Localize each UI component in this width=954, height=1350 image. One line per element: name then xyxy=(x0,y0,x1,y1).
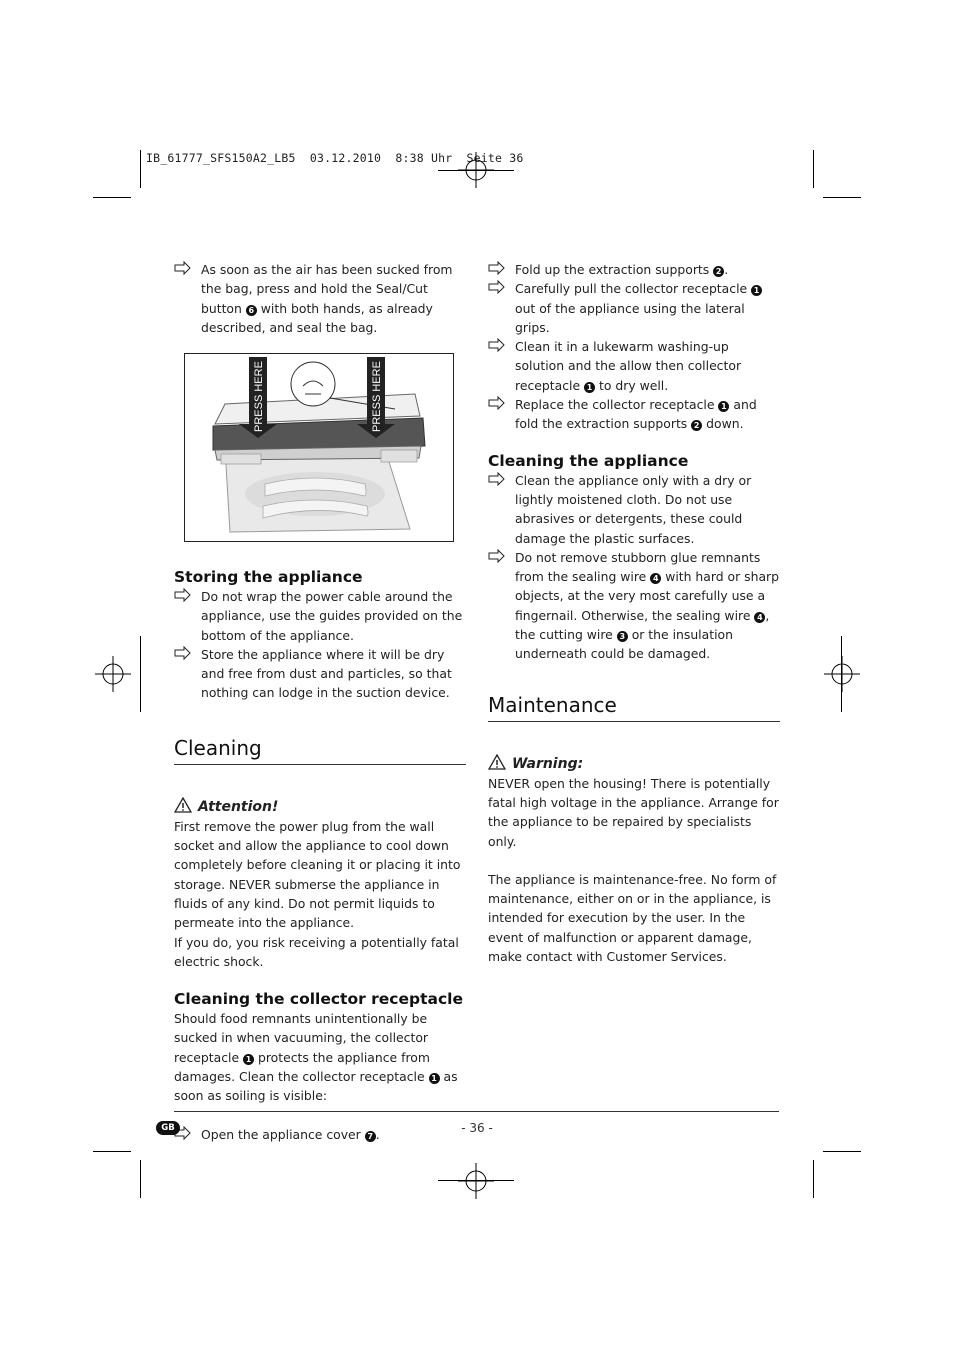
press-here-left-label: PRESS HERE xyxy=(253,361,265,432)
press-here-right-label: PRESS HERE xyxy=(371,361,383,432)
cleaning-appliance-heading: Cleaning the appliance xyxy=(488,451,689,470)
arrow-icon xyxy=(174,646,192,660)
warning-heading: Warning: xyxy=(488,754,780,774)
arrow-icon xyxy=(488,261,506,275)
attention-heading: Attention! xyxy=(174,797,466,817)
registration-mark-right xyxy=(824,656,860,692)
ref-number: 1 xyxy=(429,1073,440,1084)
ref-number: 6 xyxy=(246,305,257,316)
clean-cloth-bullet: Clean the appliance only with a dry or lightly moistened cloth. Do not use abrasives or detergents, these could damage the plastic surfaces. xyxy=(488,471,780,548)
warning-text: NEVER open the housing! There is potentially fatal high voltage in the appliance. Arrange for the appliance to be repaired by specialists only. xyxy=(488,775,779,849)
pull-receptacle-bullet: Carefully pull the collector receptacle 1 out of the appliance using the lateral grips. xyxy=(488,279,780,337)
ref-number: 1 xyxy=(243,1054,254,1065)
crop-mark-top-horizontal xyxy=(438,170,514,171)
arrow-icon xyxy=(488,396,506,410)
warning-triangle-icon xyxy=(174,797,192,813)
left-column-lower xyxy=(174,567,466,1144)
ref-number: 1 xyxy=(751,285,762,296)
storing-heading: Storing the appliance xyxy=(174,568,363,586)
ref-number: 1 xyxy=(584,382,595,393)
language-badge: GB xyxy=(156,1121,180,1135)
right-column xyxy=(488,260,780,966)
ref-number: 7 xyxy=(365,1131,376,1142)
maintenance-title: Maintenance xyxy=(488,692,780,722)
glue-remnants-bullet: Do not remove stubborn glue remnants from the sealing wire 4 with hard or sharp objects, at the very most carefully use a fingernail. Otherwise, the sealing wire 4 , the cutting wire 3 or the insulation underneath could be damaged. xyxy=(488,548,780,664)
collector-heading: Cleaning the collector receptacle xyxy=(174,990,463,1009)
footer-rule xyxy=(174,1111,779,1112)
arrow-icon xyxy=(488,549,506,563)
crop-mark-bottom-horizontal xyxy=(438,1180,514,1181)
registration-mark-left xyxy=(95,656,131,692)
replace-receptacle-bullet: Replace the collector receptacle 1 and fold the extraction supports 2 down. xyxy=(488,395,780,434)
arrow-icon xyxy=(488,280,506,294)
registration-mark-bottom xyxy=(458,1163,494,1199)
attention-text-2: If you do, you risk receiving a potentially fatal electric shock. xyxy=(174,934,459,969)
collector-text: Should food remnants unintentionally be sucked in when vacuuming, the collector receptacle 1 protects the appliance from damages. Clean the collector receptacle 1 as soon as soiling is visible: xyxy=(174,1011,458,1104)
wash-receptacle-bullet: Clean it in a lukewarm washing-up solution and the allow then collector receptacle 1 to dry well. xyxy=(488,337,780,395)
cleaning-title: Cleaning xyxy=(174,735,466,765)
crop-mark-right-vertical xyxy=(841,636,842,712)
storing-bullet-1: Do not wrap the power cable around the appliance, use the guides provided on the bottom of the appliance. xyxy=(174,587,466,645)
open-cover-bullet: Open the appliance cover 7 . xyxy=(174,1125,466,1144)
arrow-icon xyxy=(174,588,192,602)
ref-number: 2 xyxy=(713,266,724,277)
bullet-seal-bag: As soon as the air has been sucked from the bag, press and hold the Seal/Cut button 6 with both hands, as already described, and seal the bag. xyxy=(174,260,466,337)
ref-number: 4 xyxy=(650,573,661,584)
left-column xyxy=(174,260,466,337)
ref-number: 1 xyxy=(718,401,729,412)
storing-bullet-2: Store the appliance where it will be dry and free from dust and particles, so that nothing can lodge in the suction device. xyxy=(174,645,466,703)
arrow-icon xyxy=(488,338,506,352)
crop-mark-left-vertical xyxy=(140,636,141,712)
arrow-icon xyxy=(488,472,506,486)
ref-number: 2 xyxy=(691,420,702,431)
ref-number: 3 xyxy=(617,631,628,642)
arrow-icon xyxy=(174,261,192,275)
maintenance-text: The appliance is maintenance-free. No form of maintenance, either on or in the appliance, is intended for execution by the user. In the event of malfunction or apparent damage, make contact with Customer Services. xyxy=(488,871,777,965)
warning-triangle-icon xyxy=(488,754,506,770)
fold-supports-bullet: Fold up the extraction supports 2 . xyxy=(488,260,780,279)
page-number: - 36 - xyxy=(461,1121,493,1135)
ref-number: 4 xyxy=(754,612,765,623)
attention-text: First remove the power plug from the wall socket and allow the appliance to cool down completely before cleaning it or placing it into storage. NEVER submerse the appliance in fluids of any kind. Do not permit liquids to permeate into the appliance. xyxy=(174,818,461,931)
vacuum-sealer-drawing xyxy=(185,354,454,542)
appliance-illustration xyxy=(184,353,454,542)
print-slug: IB_61777_SFS150A2_LB5 03.12.2010 8:38 Uhr Seite 36 xyxy=(146,151,524,165)
